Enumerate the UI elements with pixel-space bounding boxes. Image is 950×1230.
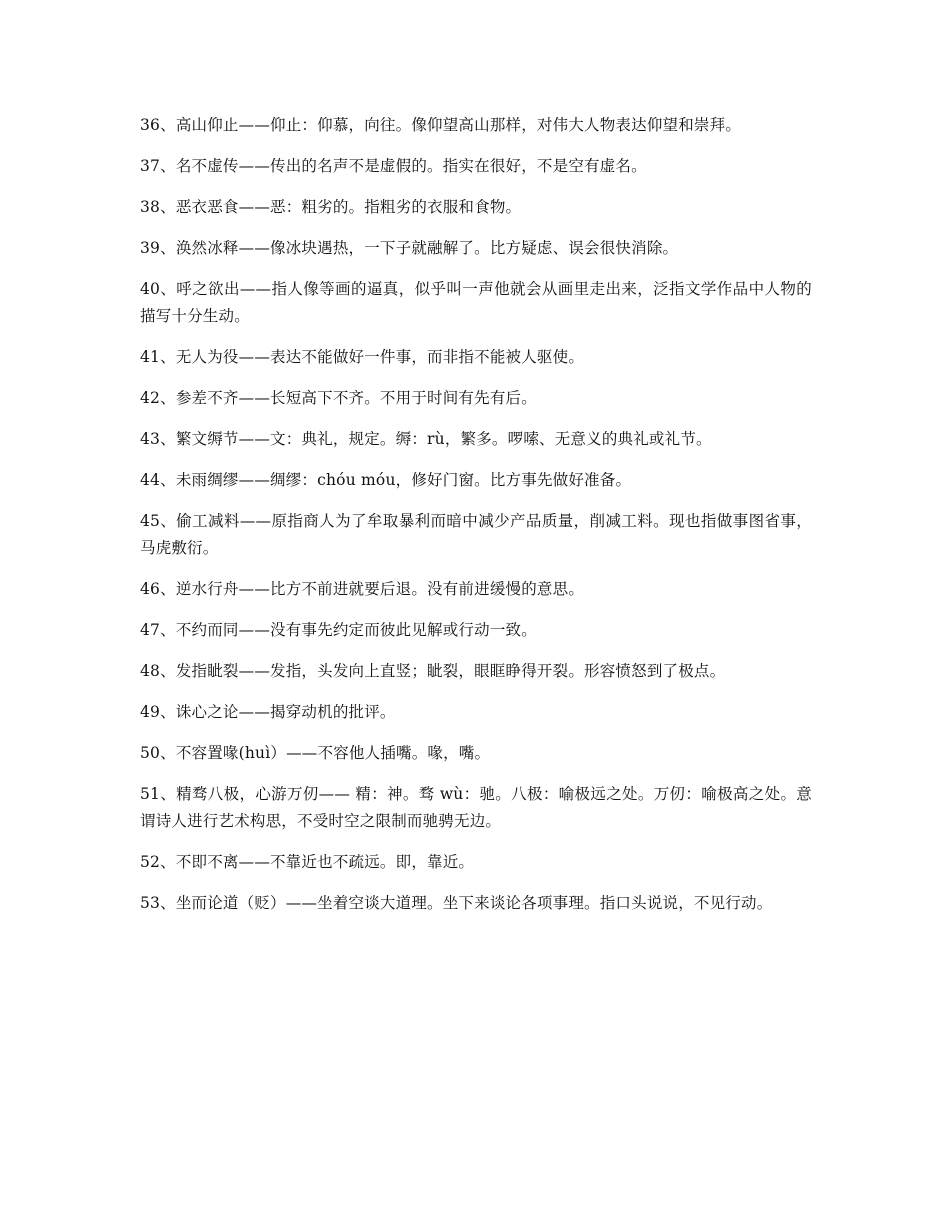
idiom-entry-50: 50、不容置喙(huì）——不容他人插嘴。喙，嘴。 [140, 744, 491, 762]
idiom-entry-37: 37、名不虚传——传出的名声不是虚假的。指实在很好，不是空有虚名。 [140, 157, 647, 175]
idiom-entry-36: 36、高山仰止——仰止：仰慕，向往。像仰望高山那样，对伟大人物表达仰望和崇拜。 [140, 116, 742, 134]
document-page [140, 112, 812, 931]
idiom-entry-45: 45、偷工减料——原指商人为了牟取暴利而暗中减少产品质量，削减工料。现也指做事图省事，马虎敷衍。 [140, 512, 812, 557]
idiom-entry-47: 47、不约而同——没有事先约定而彼此见解或行动一致。 [140, 621, 537, 639]
idiom-entry-48: 48、发指眦裂——发指，头发向上直竖；眦裂，眼眶睁得开裂。形容愤怒到了极点。 [140, 662, 726, 680]
idiom-entry-41: 41、无人为役——表达不能做好一件事，而非指不能被人驱使。 [140, 348, 585, 366]
idiom-entry-43: 43、繁文缛节——文：典礼，规定。缛：rù，繁多。啰嗦、无意义的典礼或礼节。 [140, 430, 712, 448]
idiom-entry-51: 51、精骛八极，心游万仞—— 精：神。骛 wù：驰。八极：喻极远之处。万仞：喻极高之处。意谓诗人进行艺术构思，不受时空之限制而驰骋无边。 [140, 785, 812, 830]
idiom-entry-52: 52、不即不离——不靠近也不疏远。即，靠近。 [140, 853, 475, 871]
idiom-entry-53: 53、坐而论道（贬）——坐着空谈大道理。坐下来谈论各项事理。指口头说说，不见行动。 [140, 894, 773, 912]
idiom-entry-38: 38、恶衣恶食——恶：粗劣的。指粗劣的衣服和食物。 [140, 198, 522, 216]
idiom-entry-49: 49、诛心之论——揭穿动机的批评。 [140, 703, 396, 721]
idiom-entry-44: 44、未雨绸缪——绸缪：chóu móu，修好门窗。比方事先做好准备。 [140, 471, 632, 489]
idiom-entry-39: 39、涣然冰释——像冰块遇热，一下子就融解了。比方疑虑、误会很快消除。 [140, 239, 679, 257]
idiom-entry-40: 40、呼之欲出——指人像等画的逼真，似乎叫一声他就会从画里走出来，泛指文学作品中人物的描写十分生动。 [140, 280, 812, 325]
idiom-entry-42: 42、参差不齐——长短高下不齐。不用于时间有先有后。 [140, 389, 537, 407]
idiom-entry-46: 46、逆水行舟——比方不前进就要后退。没有前进缓慢的意思。 [140, 580, 585, 598]
